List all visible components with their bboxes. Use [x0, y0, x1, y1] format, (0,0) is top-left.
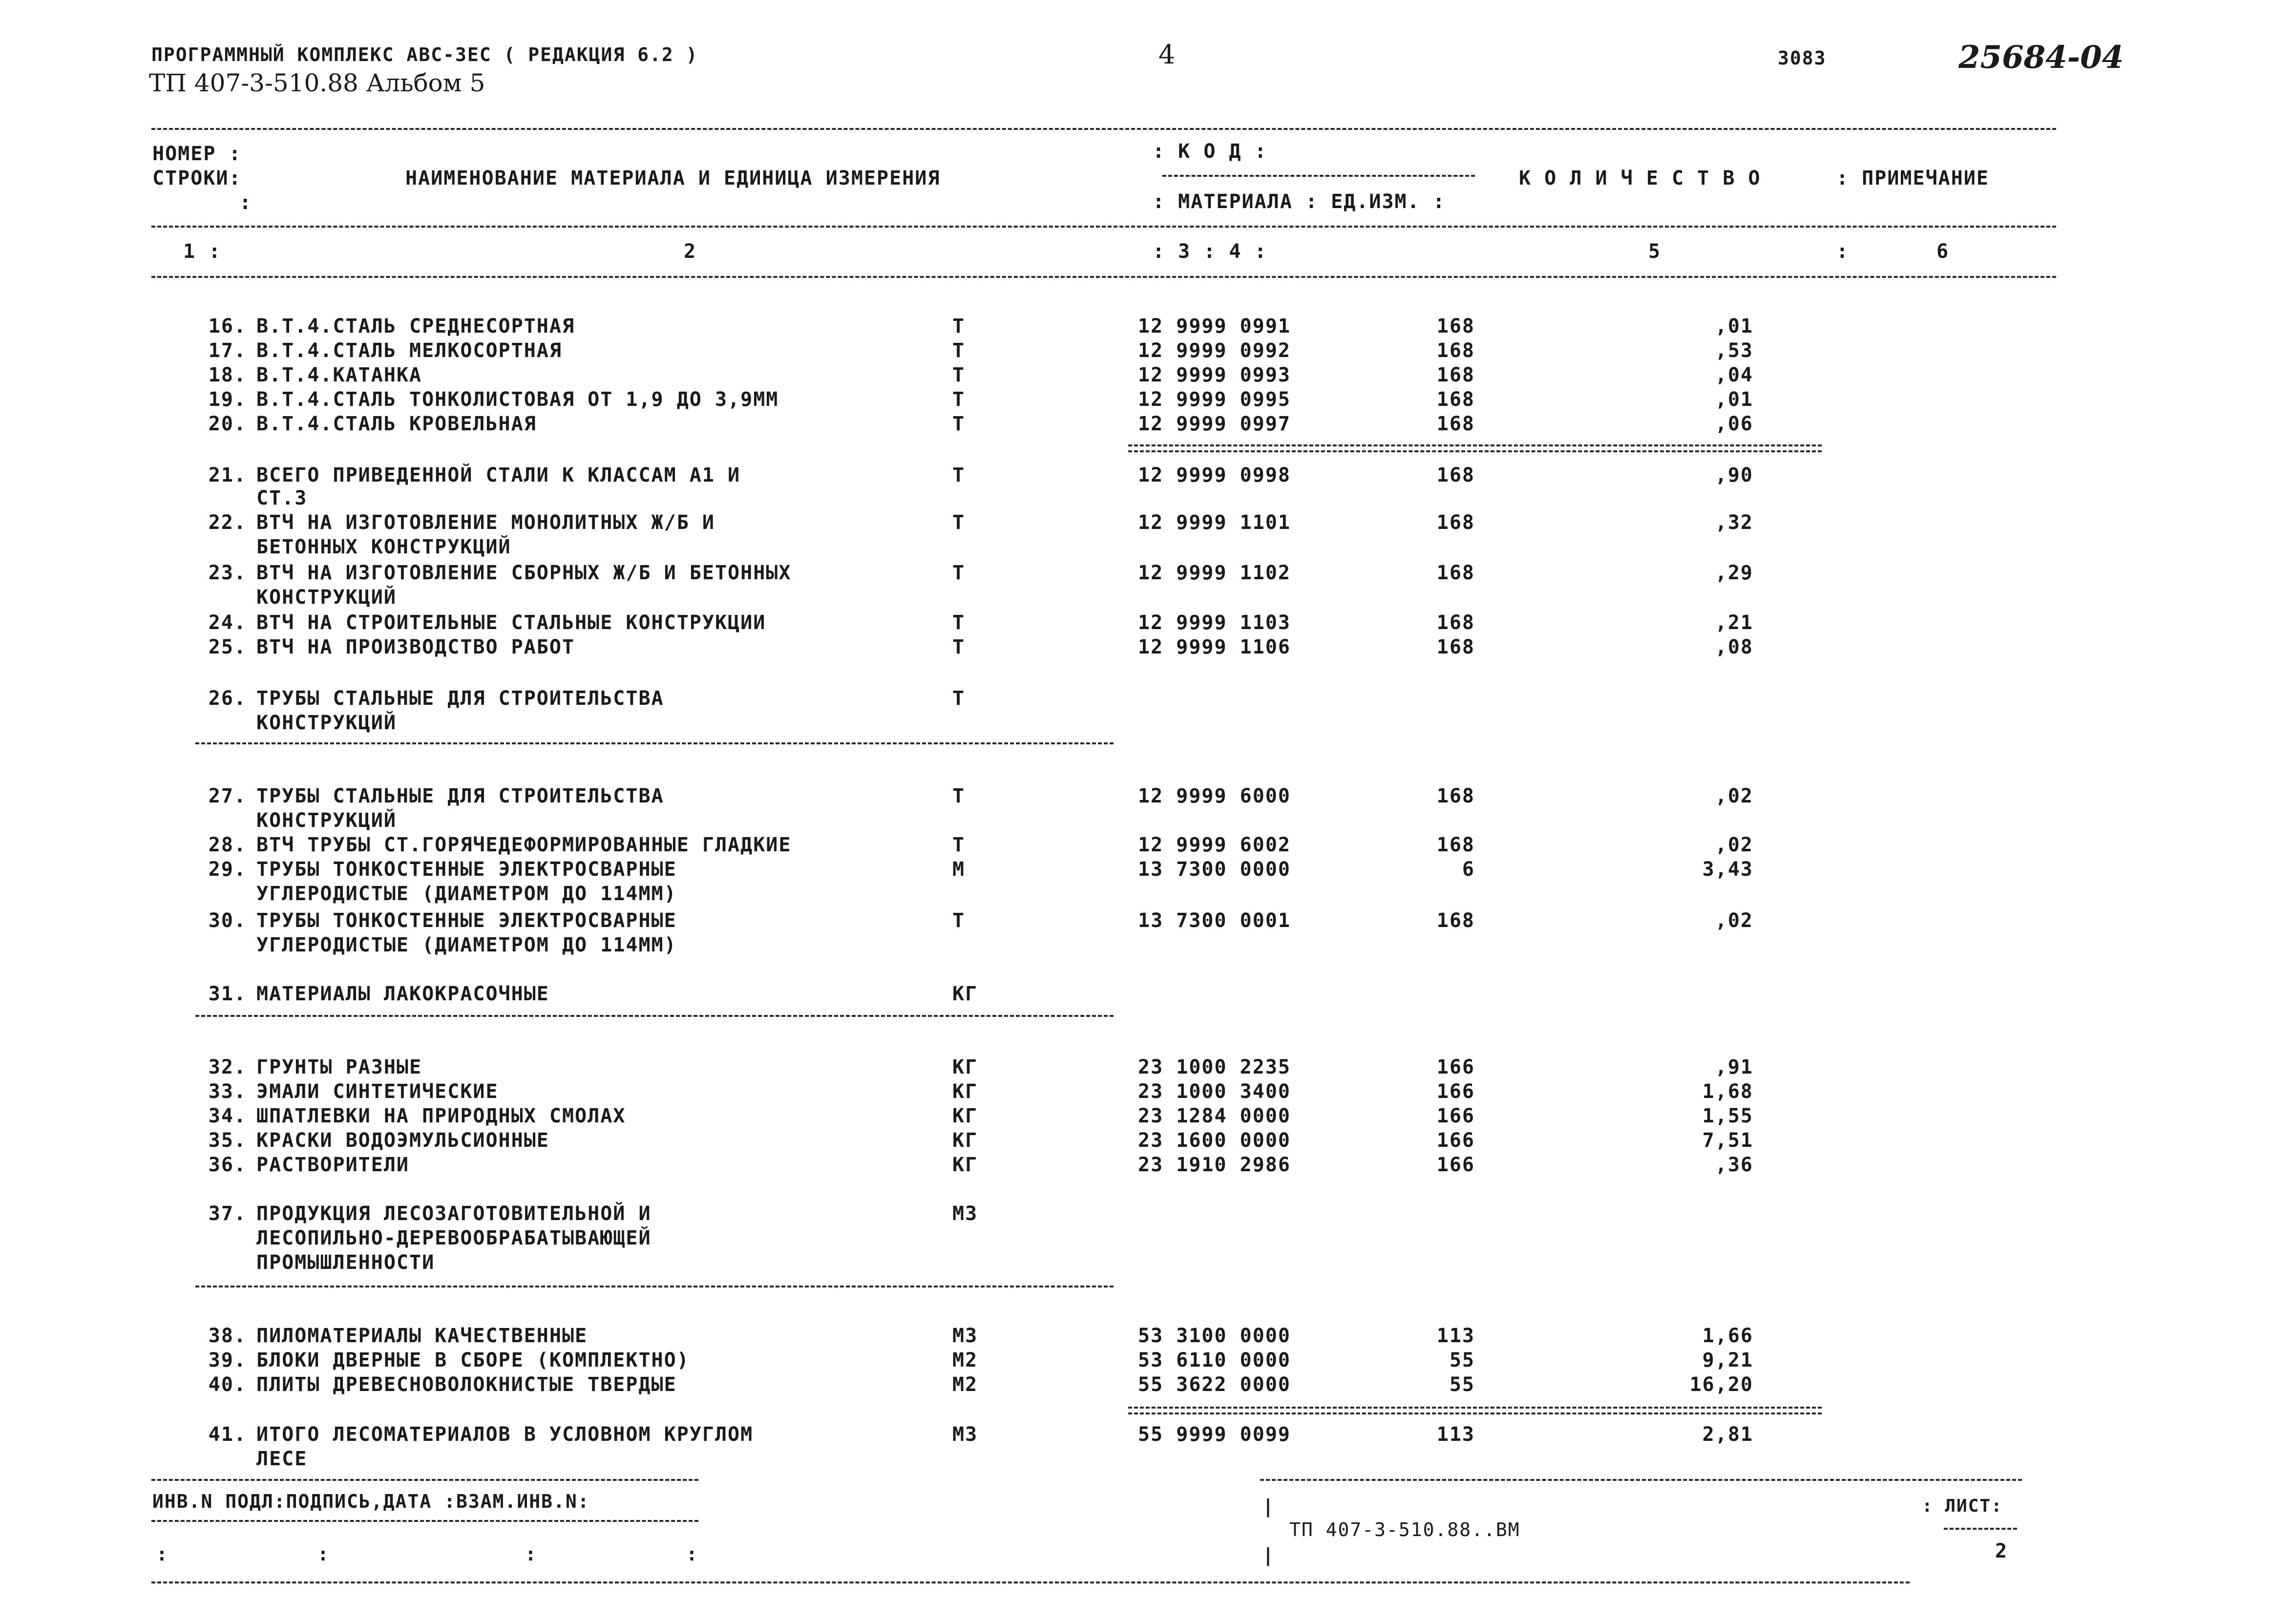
unit: Т: [952, 413, 966, 435]
unit: Т: [952, 687, 966, 710]
material-code: 12 9999 0997: [1138, 413, 1291, 435]
unit: Т: [952, 315, 966, 337]
stamp-cell: :: [525, 1543, 537, 1565]
quantity: ,02: [1715, 834, 1753, 856]
material-code: 12 9999 6002: [1138, 834, 1291, 856]
unit-code: 166: [1436, 1129, 1475, 1152]
quantity: ,90: [1715, 464, 1753, 486]
table-row: [0, 412, 2292, 436]
stamp-mid-rule: [151, 1520, 698, 1522]
stamp-cell: :: [156, 1543, 168, 1565]
material-name: В.Т.4.СТАЛЬ МЕЛКОСОРТНАЯ: [256, 339, 562, 362]
colnum-1: 1 :: [183, 240, 222, 263]
unit-code: 168: [1436, 364, 1475, 386]
table-row: [0, 1324, 2292, 1348]
unit-code: 168: [1436, 785, 1475, 807]
unit: Т: [952, 834, 966, 856]
material-code: 23 1910 2986: [1138, 1154, 1291, 1176]
title-block-top-rule: [1260, 1479, 2022, 1481]
header-rule-mid: [151, 226, 2056, 228]
row-continuation: СТ.3: [256, 487, 308, 509]
table-row: [0, 784, 2292, 808]
table-row: [0, 1128, 2292, 1153]
colnum-sep: :: [1836, 240, 1850, 263]
subtotal-rule: [1128, 444, 1822, 452]
unit-code: 168: [1436, 612, 1475, 634]
quantity: ,91: [1715, 1056, 1753, 1078]
col-row-number-3: :: [239, 191, 252, 214]
unit-code: 166: [1436, 1080, 1475, 1103]
row-number: 30.: [208, 909, 247, 932]
material-name: ВСЕГО ПРИВЕДЕННОЙ СТАЛИ К КЛАССАМ А1 И: [256, 464, 741, 486]
table-row: [0, 338, 2292, 363]
row-number: 27.: [208, 785, 247, 807]
material-name: ВТЧ НА ИЗГОТОВЛЕНИЕ МОНОЛИТНЫХ Ж/Б И: [256, 511, 715, 534]
row-continuation: ЛЕСОПИЛЬНО-ДЕРЕВООБРАБАТЫВАЮЩЕЙ: [256, 1227, 652, 1249]
title-block-bar: |: [1262, 1544, 1275, 1566]
code-subrule: [1162, 175, 1475, 177]
col-code-group: : К О Д :: [1153, 140, 1267, 163]
material-name: ТРУБЫ ТОНКОСТЕННЫЕ ЭЛЕКТРОСВАРНЫЕ: [256, 858, 677, 881]
group-rule: [195, 742, 1114, 744]
unit: Т: [952, 612, 966, 634]
unit: Т: [952, 388, 966, 411]
group-rule: [195, 1286, 1114, 1287]
quantity: ,06: [1715, 413, 1753, 435]
stamp-cell: :: [317, 1543, 330, 1565]
quantity: ,21: [1715, 612, 1753, 634]
table-row: [0, 387, 2292, 412]
table-row: [0, 561, 2292, 585]
row-number: 23.: [208, 562, 247, 584]
table-row: [0, 686, 2292, 711]
material-name: КРАСКИ ВОДОЭМУЛЬСИОННЫЕ: [256, 1129, 549, 1152]
colnum-2: 2: [684, 240, 697, 263]
program-title: ПРОГРАММНЫЙ КОМПЛЕКС АВС-3ЕС ( РЕДАКЦИЯ 6.2 ): [151, 44, 698, 65]
row-continuation: УГЛЕРОДИСТЫЕ (ДИАМЕТРОМ ДО 114ММ): [256, 883, 677, 905]
row-number: 28.: [208, 834, 247, 856]
material-name: ИТОГО ЛЕСОМАТЕРИАЛОВ В УСЛОВНОМ КРУГЛОМ: [256, 1423, 754, 1446]
material-code: 53 3100 0000: [1138, 1325, 1291, 1347]
material-code: 12 9999 1101: [1138, 511, 1291, 534]
quantity: 1,55: [1702, 1105, 1753, 1127]
row-number: 24.: [208, 612, 247, 634]
quantity: ,08: [1715, 636, 1753, 658]
unit: КГ: [952, 983, 978, 1005]
unit: Т: [952, 785, 966, 807]
row-number: 38.: [208, 1325, 247, 1347]
row-number: 20.: [208, 413, 247, 435]
row-continuation: БЕТОННЫХ КОНСТРУКЦИЙ: [256, 536, 511, 558]
material-code: 55 9999 0099: [1138, 1423, 1291, 1446]
unit-code: 55: [1449, 1373, 1475, 1396]
col-row-number-1: НОМЕР :: [152, 143, 242, 165]
col-material-name: НАИМЕНОВАНИЕ МАТЕРИАЛА И ЕДИНИЦА ИЗМЕРЕНИЯ: [405, 167, 941, 190]
table-row: [0, 510, 2292, 535]
table-top-rule: [151, 128, 2056, 130]
quantity: ,32: [1715, 511, 1753, 534]
material-code: 12 9999 1103: [1138, 612, 1291, 634]
material-code: 13 7300 0001: [1138, 909, 1291, 932]
material-name: ВТЧ ТРУБЫ СТ.ГОРЯЧЕДЕФОРМИРОВАННЫЕ ГЛАДКИЕ: [256, 834, 792, 856]
row-number: 17.: [208, 339, 247, 362]
row-number: 19.: [208, 388, 247, 411]
row-number: 16.: [208, 315, 247, 337]
material-name: В.Т.4.СТАЛЬ КРОВЕЛЬНАЯ: [256, 413, 537, 435]
unit-code: 168: [1436, 413, 1475, 435]
table-row: [0, 833, 2292, 857]
unit: Т: [952, 909, 966, 932]
material-name: ТРУБЫ ТОНКОСТЕННЫЕ ЭЛЕКТРОСВАРНЫЕ: [256, 909, 677, 932]
quantity: 3,43: [1702, 858, 1753, 881]
table-row: [0, 1422, 2292, 1447]
unit-code: 6: [1462, 858, 1475, 881]
row-continuation: ПРОМЫШЛЕННОСТИ: [256, 1251, 435, 1274]
material-name: БЛОКИ ДВЕРНЫЕ В СБОРЕ (КОМПЛЕКТНО): [256, 1349, 690, 1371]
row-number: 18.: [208, 364, 247, 386]
material-code: 53 6110 0000: [1138, 1349, 1291, 1371]
row-number: 36.: [208, 1154, 247, 1176]
material-name: МАТЕРИАЛЫ ЛАКОКРАСОЧНЫЕ: [256, 983, 549, 1005]
material-name: В.Т.4.СТАЛЬ СРЕДНЕСОРТНАЯ: [256, 315, 575, 337]
quantity: 9,21: [1702, 1349, 1753, 1371]
material-name: ГРУНТЫ РАЗНЫЕ: [256, 1056, 422, 1078]
table-row: [0, 908, 2292, 933]
row-number: 33.: [208, 1080, 247, 1103]
unit: М3: [952, 1202, 978, 1225]
row-number: 34.: [208, 1105, 247, 1127]
unit-code: 166: [1436, 1154, 1475, 1176]
unit: М: [952, 858, 966, 881]
quantity: ,53: [1715, 339, 1753, 362]
material-name: В.Т.4.КАТАНКА: [256, 364, 422, 386]
sheet-rule: [1944, 1528, 2017, 1530]
material-code: 23 1284 0000: [1138, 1105, 1291, 1127]
row-continuation: УГЛЕРОДИСТЫЕ (ДИАМЕТРОМ ДО 114ММ): [256, 934, 677, 956]
unit: КГ: [952, 1154, 978, 1176]
subtotal-rule: [1128, 1407, 1822, 1414]
unit-code: 168: [1436, 909, 1475, 932]
doc-code: 3083: [1778, 47, 1827, 69]
row-number: 25.: [208, 636, 247, 658]
row-number: 31.: [208, 983, 247, 1005]
unit-code: 168: [1436, 562, 1475, 584]
unit-code: 113: [1436, 1325, 1475, 1347]
material-name: ТРУБЫ СТАЛЬНЫЕ ДЛЯ СТРОИТЕЛЬСТВА: [256, 785, 664, 807]
album-title: ТП 407-3-510.88 Альбом 5: [149, 69, 485, 97]
unit: Т: [952, 464, 966, 486]
table-row: [0, 1372, 2292, 1397]
table-row: [0, 363, 2292, 387]
unit: КГ: [952, 1056, 978, 1078]
stamp-cell: :: [686, 1543, 698, 1565]
row-number: 40.: [208, 1373, 247, 1396]
quantity: ,01: [1715, 315, 1753, 337]
table-row: [0, 1079, 2292, 1104]
row-continuation: КОНСТРУКЦИЙ: [256, 586, 397, 609]
row-number: 29.: [208, 858, 247, 881]
quantity: ,02: [1715, 785, 1753, 807]
material-name: ЭМАЛИ СИНТЕТИЧЕСКИЕ: [256, 1080, 499, 1103]
table-row: [0, 1202, 2292, 1226]
sheet-number: 2: [1995, 1540, 2008, 1562]
stamp-header: ИНВ.N ПОДЛ:ПОДПИСЬ,ДАТА :ВЗАМ.ИНВ.N:: [152, 1491, 590, 1512]
page-number: 4: [1158, 39, 1176, 70]
unit-code: 168: [1436, 339, 1475, 362]
col-quantity: К О Л И Ч Е С Т В О: [1519, 167, 1761, 190]
material-code: 12 9999 0998: [1138, 464, 1291, 486]
row-number: 26.: [208, 687, 247, 710]
unit-code: 168: [1436, 834, 1475, 856]
quantity: 1,68: [1702, 1080, 1753, 1103]
material-code: 12 9999 0991: [1138, 315, 1291, 337]
quantity: 16,20: [1689, 1373, 1753, 1396]
group-rule: [195, 1015, 1114, 1017]
row-number: 22.: [208, 511, 247, 534]
header-rule-bottom: [151, 276, 2056, 278]
table-row: [0, 463, 2292, 487]
unit-code: 168: [1436, 315, 1475, 337]
material-code: 12 9999 0992: [1138, 339, 1291, 362]
material-code: 23 1000 3400: [1138, 1080, 1291, 1103]
unit: Т: [952, 511, 966, 534]
unit-code: 168: [1436, 464, 1475, 486]
row-continuation: КОНСТРУКЦИЙ: [256, 712, 397, 734]
table-row: [0, 857, 2292, 882]
unit-code: 166: [1436, 1056, 1475, 1078]
row-continuation: ЛЕСЕ: [256, 1448, 308, 1470]
quantity: ,04: [1715, 364, 1753, 386]
material-code: 55 3622 0000: [1138, 1373, 1291, 1396]
material-name: ВТЧ НА ПРОИЗВОДСТВО РАБОТ: [256, 636, 575, 658]
material-code: 12 9999 0995: [1138, 388, 1291, 411]
row-number: 35.: [208, 1129, 247, 1152]
colnum-3-4: : 3 : 4 :: [1153, 240, 1267, 263]
unit-code: 55: [1449, 1349, 1475, 1371]
row-number: 21.: [208, 464, 247, 486]
col-note: : ПРИМЕЧАНИЕ: [1836, 167, 1989, 190]
document-reference: ТП 407-3-510.88..ВМ: [1289, 1519, 1520, 1540]
col-code-material: : МАТЕРИАЛА : ЕД.ИЗМ. :: [1153, 190, 1446, 213]
table-row: [0, 1348, 2292, 1372]
table-row: [0, 314, 2292, 338]
unit: КГ: [952, 1105, 978, 1127]
material-code: 12 9999 6000: [1138, 785, 1291, 807]
material-name: ТРУБЫ СТАЛЬНЫЕ ДЛЯ СТРОИТЕЛЬСТВА: [256, 687, 664, 710]
unit: Т: [952, 339, 966, 362]
unit: Т: [952, 562, 966, 584]
material-code: 12 9999 1102: [1138, 562, 1291, 584]
quantity: ,02: [1715, 909, 1753, 932]
sheet-label: : ЛИСТ:: [1922, 1496, 2003, 1516]
colnum-6: 6: [1936, 240, 1950, 263]
material-code: 13 7300 0000: [1138, 858, 1291, 881]
quantity: ,01: [1715, 388, 1753, 411]
material-code: 23 1600 0000: [1138, 1129, 1291, 1152]
material-name: ВТЧ НА СТРОИТЕЛЬНЫЕ СТАЛЬНЫЕ КОНСТРУКЦИИ: [256, 612, 766, 634]
row-number: 32.: [208, 1056, 247, 1078]
table-row: [0, 982, 2292, 1006]
row-number: 41.: [208, 1423, 247, 1446]
quantity: 2,81: [1702, 1423, 1753, 1446]
material-name: РАСТВОРИТЕЛИ: [256, 1154, 409, 1176]
table-row: [0, 635, 2292, 659]
material-name: ВТЧ НА ИЗГОТОВЛЕНИЕ СБОРНЫХ Ж/Б И БЕТОННЫХ: [256, 562, 792, 584]
quantity: 1,66: [1702, 1325, 1753, 1347]
material-code: 12 9999 0993: [1138, 364, 1291, 386]
material-name: ШПАТЛЕВКИ НА ПРИРОДНЫХ СМОЛАХ: [256, 1105, 626, 1127]
unit: КГ: [952, 1080, 978, 1103]
unit-code: 168: [1436, 636, 1475, 658]
material-code: 12 9999 1106: [1138, 636, 1291, 658]
unit-code: 113: [1436, 1423, 1475, 1446]
unit: М2: [952, 1349, 978, 1371]
quantity: ,29: [1715, 562, 1753, 584]
table-row: [0, 1104, 2292, 1128]
quantity: ,36: [1715, 1154, 1753, 1176]
material-name: ПРОДУКЦИЯ ЛЕСОЗАГОТОВИТЕЛЬНОЙ И: [256, 1202, 652, 1225]
table-row: [0, 611, 2292, 635]
material-name: ПЛИТЫ ДРЕВЕСНОВОЛОКНИСТЫЕ ТВЕРДЫЕ: [256, 1373, 677, 1396]
title-block-bar: |: [1262, 1496, 1275, 1517]
inventory-number: 25684-04: [1958, 39, 2124, 76]
stamp-top-rule: [151, 1479, 698, 1481]
unit: М3: [952, 1325, 978, 1347]
stamp-bottom-rule: [151, 1582, 1910, 1583]
unit-code: 166: [1436, 1105, 1475, 1127]
unit: КГ: [952, 1129, 978, 1152]
unit: М2: [952, 1373, 978, 1396]
material-code: 23 1000 2235: [1138, 1056, 1291, 1078]
material-name: В.Т.4.СТАЛЬ ТОНКОЛИСТОВАЯ ОТ 1,9 ДО 3,9ММ: [256, 388, 779, 411]
colnum-5: 5: [1648, 240, 1661, 263]
row-number: 37.: [208, 1202, 247, 1225]
unit-code: 168: [1436, 388, 1475, 411]
row-continuation: КОНСТРУКЦИЙ: [256, 809, 397, 832]
table-row: [0, 1055, 2292, 1079]
table-row: [0, 1153, 2292, 1177]
unit: Т: [952, 364, 966, 386]
quantity: 7,51: [1702, 1129, 1753, 1152]
row-number: 39.: [208, 1349, 247, 1371]
unit: М3: [952, 1423, 978, 1446]
unit-code: 168: [1436, 511, 1475, 534]
unit: Т: [952, 636, 966, 658]
material-name: ПИЛОМАТЕРИАЛЫ КАЧЕСТВЕННЫЕ: [256, 1325, 588, 1347]
col-row-number-2: СТРОКИ:: [152, 167, 242, 190]
